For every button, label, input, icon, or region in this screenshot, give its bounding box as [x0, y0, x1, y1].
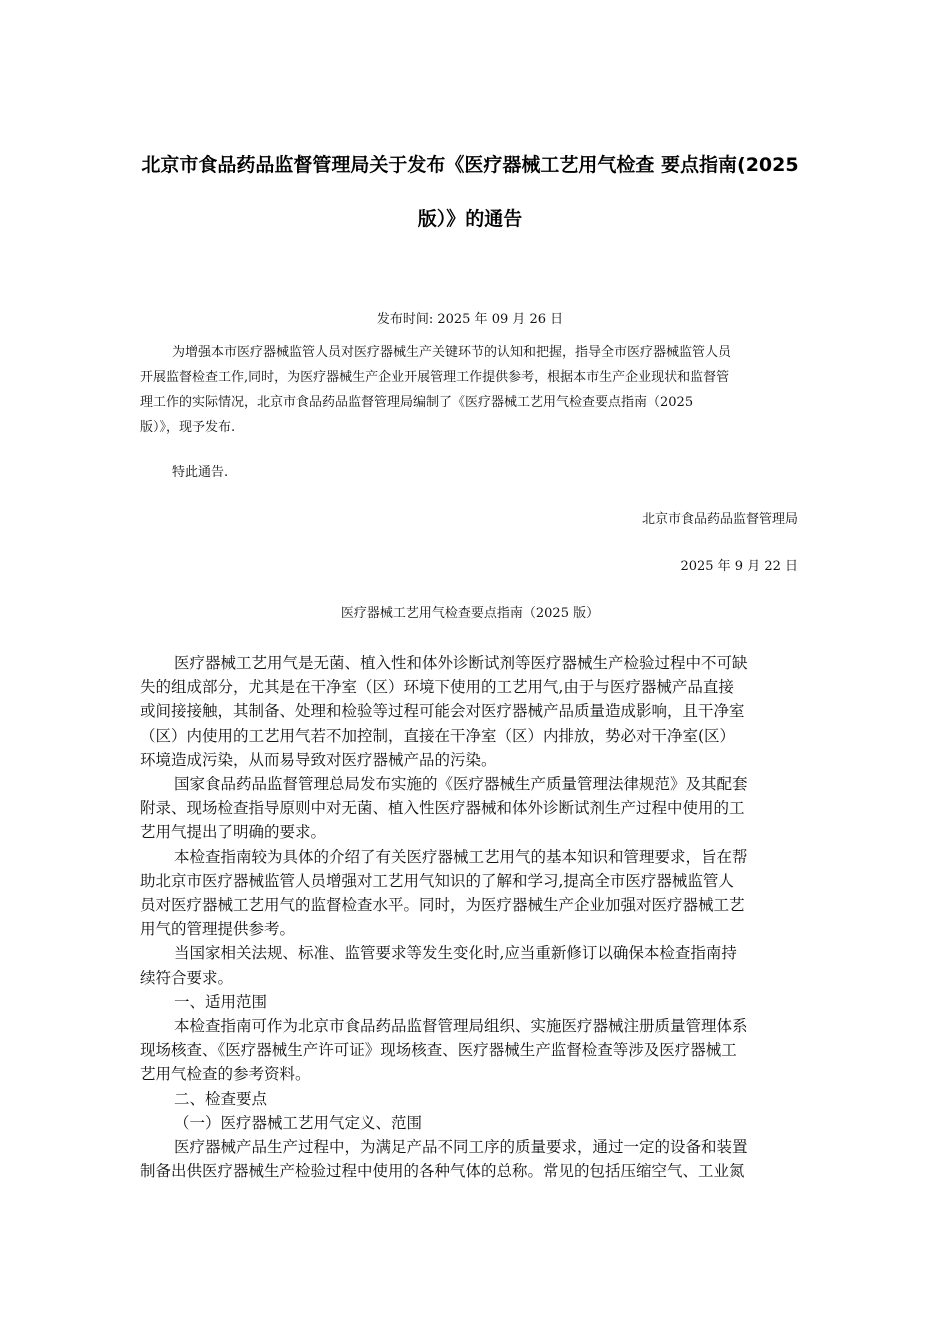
notice-title-line: 北京市食品药品监督管理局关于发布《医疗器械工艺用气检查 要点指南(2025: [141, 154, 799, 176]
paragraph-line: 理工作的实际情况，北京市食品药品监督管理局编制了《医疗器械工艺用气检查要点指南（2025: [140, 395, 694, 410]
notice-title: [140, 138, 800, 246]
body-line: 国家食品药品监督管理总局发布实施的《医疗器械生产质量管理法律规范》及其配套: [174, 775, 748, 794]
paragraph-line: 版）》，现予发布.: [140, 420, 236, 435]
signature-organization: 北京市食品药品监督管理局: [641, 512, 798, 527]
body-line: 环境造成污染，从而易导致对医疗器械产品的污染。: [140, 750, 497, 769]
body-line: 制备出供医疗器械生产检验过程中使用的各种气体的总称。常见的包括压缩空气、工业氮: [140, 1162, 745, 1181]
notice-title-line: 版）》的通告: [417, 208, 523, 230]
body-line: 用气的管理提供参考。: [140, 920, 296, 939]
body-line: 艺用气提出了明确的要求。: [140, 823, 327, 842]
body-line: 当国家相关法规、标准、监管要求等发生变化时,应当重新修订以确保本检查指南持: [174, 944, 737, 963]
section-heading: 二、检查要点: [174, 1089, 268, 1108]
body-line: 医疗器械产品生产过程中，为满足产品不同工序的质量要求，通过一定的设备和装置: [174, 1138, 748, 1157]
body-line: （区）内使用的工艺用气若不加控制，直接在干净室（区）内排放，势必对干净室(区）: [140, 726, 736, 745]
body-line: 失的组成部分，尤其是在干净室（区）环境下使用的工艺用气,由于与医疗器械产品直接: [140, 678, 734, 697]
body-line: 续符合要求。: [140, 968, 234, 987]
subsection-heading: （一）医疗器械工艺用气定义、范围: [174, 1113, 423, 1132]
body-line: 本检查指南较为具体的介绍了有关医疗器械工艺用气的基本知识和管理要求，旨在帮: [174, 847, 748, 866]
body-line: 或间接接触，其制备、处理和检验等过程可能会对医疗器械产品质量造成影响，且干净室: [140, 702, 745, 721]
notice-intro-paragraph: [140, 340, 800, 440]
body-line: 现场核查、《医疗器械生产许可证》现场核查、医疗器械生产监督检查等涉及医疗器械工: [140, 1041, 737, 1060]
section-heading: 一、适用范围: [174, 992, 268, 1011]
guide-title: 医疗器械工艺用气检查要点指南（2025 版）: [340, 606, 600, 621]
body-line: 助北京市医疗器械监管人员增强对工艺用气知识的了解和学习,提高全市医疗器械监管人: [140, 871, 734, 890]
body-line: 医疗器械工艺用气是无菌、植入性和体外诊断试剂等医疗器械生产检验过程中不可缺: [174, 654, 748, 672]
publish-time: 发布时间: 2025 年 09 月 26 日: [376, 312, 564, 327]
body-line: 附录、现场检查指导原则中对无菌、植入性医疗器械和体外诊断试剂生产过程中使用的工: [140, 799, 745, 818]
body-line: 本检查指南可作为北京市食品药品监督管理局组织、实施医疗器械注册质量管理体系: [174, 1017, 748, 1036]
signature-date: 2025 年 9 月 22 日: [680, 559, 798, 574]
paragraph-line: 为增强本市医疗器械监管人员对医疗器械生产关键环节的认知和把握，指导全市医疗器械监管人员: [172, 345, 732, 360]
paragraph-line: 开展监督检查工作,同时，为医疗器械生产企业开展管理工作提供参考，根据本市生产企业现状和监督管: [140, 370, 730, 385]
guide-body: [140, 651, 800, 1183]
body-line: 员对医疗器械工艺用气的监督检查水平。同时，为医疗器械生产企业加强对医疗器械工艺: [140, 896, 745, 915]
body-line: 艺用气检查的参考资料。: [140, 1065, 311, 1084]
notice-closing: 特此通告.: [172, 465, 229, 480]
